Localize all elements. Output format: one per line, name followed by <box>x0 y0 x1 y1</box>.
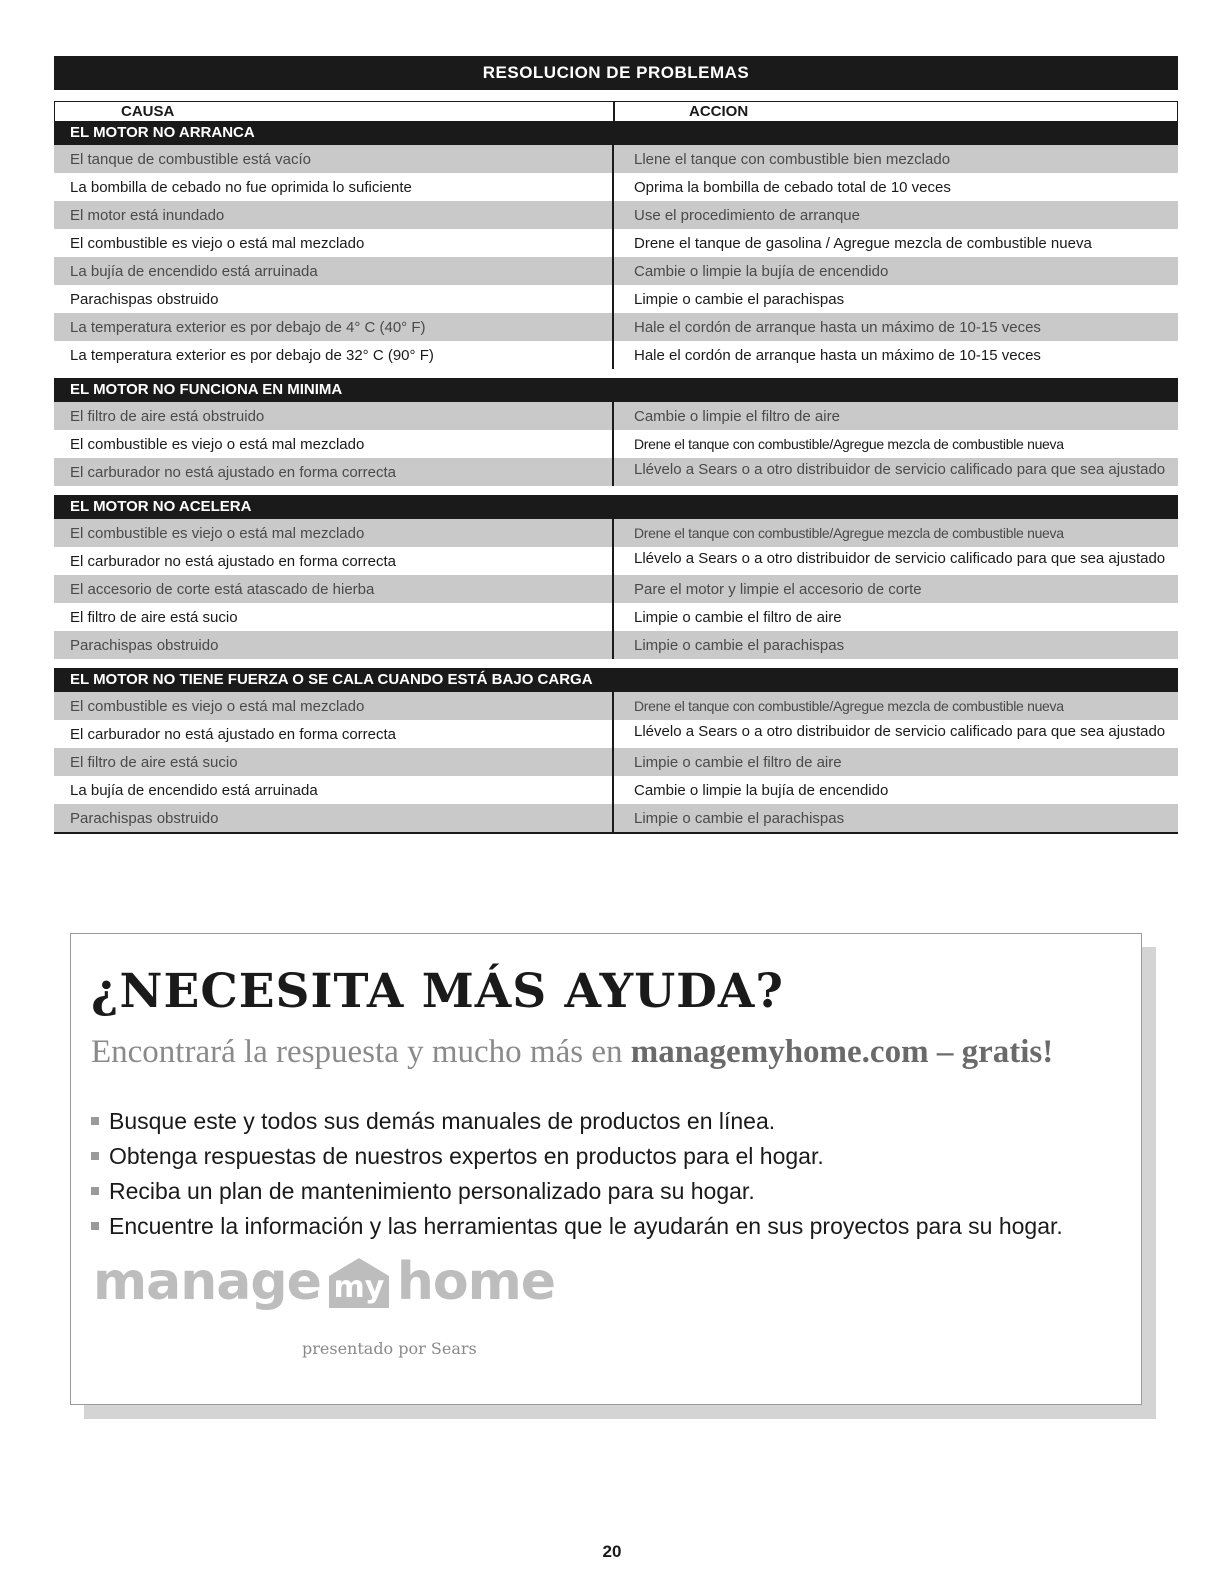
logo-word-my: my <box>333 1270 385 1305</box>
help-bullet-list <box>91 1104 1063 1244</box>
section-header <box>54 495 1178 519</box>
table-row <box>54 313 1178 341</box>
cause-cell: La bombilla de cebado no fue oprimida lo suficiente <box>54 173 614 201</box>
action-cell: Llene el tanque con combustible bien mezclado <box>634 151 951 168</box>
table-row <box>54 257 1178 285</box>
troubleshooting-table <box>54 101 1178 834</box>
cause-cell: El carburador no está ajustado en forma correcta <box>54 458 614 486</box>
table-row <box>54 519 1178 547</box>
table-row <box>54 201 1178 229</box>
logo-tagline: presentado por Sears <box>302 1339 477 1358</box>
logo-word-home: home <box>396 1252 556 1312</box>
square-bullet-icon <box>91 1187 99 1195</box>
action-cell: Cambie o limpie la bujía de encendido <box>634 782 889 799</box>
action-cell: Hale el cordón de arranque hasta un máximo de 10-15 veces <box>634 319 1041 336</box>
bullet-text: Encuentre la información y las herramientas que le ayudarán en sus proyectos para su hogar. <box>109 1213 1063 1239</box>
action-cell: Cambie o limpie la bujía de encendido <box>634 263 889 280</box>
section-header <box>54 378 1178 402</box>
square-bullet-icon <box>91 1152 99 1160</box>
table-row <box>54 631 1178 659</box>
cause-cell: El motor está inundado <box>54 201 614 229</box>
cause-cell: El filtro de aire está sucio <box>54 603 614 631</box>
action-cell: Limpie o cambie el parachispas <box>634 637 845 654</box>
table-row <box>54 402 1178 430</box>
action-cell: Hale el cordón de arranque hasta un máximo de 10-15 veces <box>634 347 1041 364</box>
action-cell: Llévelo a Sears o a otro distribuidor de servicio calificado para que sea ajustado <box>634 723 1166 740</box>
section-header <box>54 668 1178 692</box>
list-item <box>91 1174 1063 1209</box>
action-cell: Cambie o limpie el filtro de aire <box>634 408 840 425</box>
cause-cell: La temperatura exterior es por debajo de 32° C (90° F) <box>54 341 614 369</box>
cause-cell: La temperatura exterior es por debajo de 4° C (40° F) <box>54 313 614 341</box>
logo-house-icon <box>327 1256 391 1308</box>
section-header-label: EL MOTOR NO ARRANCA <box>70 124 255 141</box>
list-item <box>91 1104 1063 1139</box>
action-cell: Use el procedimiento de arranque <box>634 207 860 224</box>
table-row <box>54 720 1178 748</box>
table-row <box>54 804 1178 832</box>
cause-cell: Parachispas obstruido <box>54 631 614 659</box>
action-cell: Limpie o cambie el parachispas <box>634 810 845 827</box>
cause-cell: La bujía de encendido está arruinada <box>54 257 614 285</box>
cause-cell: El filtro de aire está obstruido <box>54 402 614 430</box>
table-row <box>54 692 1178 720</box>
column-header-cause: CAUSA <box>55 102 615 121</box>
table-row <box>54 145 1178 173</box>
managemyhome-logo <box>93 1252 555 1312</box>
action-cell: Drene el tanque con combustible/Agregue mezcla de combustible nueva <box>634 525 1064 541</box>
help-title: ¿NECESITA MÁS AYUDA? <box>91 964 784 1019</box>
cause-cell: El combustible es viejo o está mal mezclado <box>54 229 614 257</box>
page-number: 20 <box>602 1542 622 1561</box>
bullet-text: Busque este y todos sus demás manuales de productos en línea. <box>109 1108 776 1134</box>
cause-cell: El carburador no está ajustado en forma correcta <box>54 720 614 748</box>
square-bullet-icon <box>91 1222 99 1230</box>
cause-cell: El combustible es viejo o está mal mezclado <box>54 519 614 547</box>
column-header-action: ACCION <box>689 103 749 120</box>
action-cell: Limpie o cambie el filtro de aire <box>634 609 842 626</box>
table-row <box>54 430 1178 458</box>
action-cell: Limpie o cambie el filtro de aire <box>634 754 842 771</box>
list-item <box>91 1139 1063 1174</box>
list-item <box>91 1209 1063 1244</box>
help-subtitle <box>91 1034 1053 1071</box>
logo-word-manage: manage <box>93 1252 321 1312</box>
square-bullet-icon <box>91 1117 99 1125</box>
table-row <box>54 229 1178 257</box>
cause-cell: El combustible es viejo o está mal mezclado <box>54 430 614 458</box>
table-row <box>54 748 1178 776</box>
cause-cell: El filtro de aire está sucio <box>54 748 614 776</box>
action-cell: Limpie o cambie el parachispas <box>634 291 845 308</box>
cause-cell: Parachispas obstruido <box>54 285 614 313</box>
action-cell: Llévelo a Sears o a otro distribuidor de servicio calificado para que sea ajustado <box>634 461 1166 478</box>
table-row <box>54 173 1178 201</box>
help-site-link[interactable]: managemyhome.com – gratis! <box>630 1034 1054 1070</box>
table-row <box>54 285 1178 313</box>
table-row <box>54 547 1178 575</box>
section-header-label: EL MOTOR NO ACELERA <box>70 498 252 515</box>
table-row <box>54 776 1178 804</box>
cause-cell: El carburador no está ajustado en forma correcta <box>54 547 614 575</box>
section-header <box>54 121 1178 145</box>
cause-cell: Parachispas obstruido <box>54 804 614 832</box>
section-spacer <box>54 659 1178 668</box>
section-spacer <box>54 369 1178 378</box>
action-cell: Drene el tanque de gasolina / Agregue mezcla de combustible nueva <box>634 235 1092 252</box>
table-row <box>54 341 1178 369</box>
cause-cell: La bujía de encendido está arruinada <box>54 776 614 804</box>
table-row <box>54 603 1178 631</box>
bullet-text: Obtenga respuestas de nuestros expertos en productos para el hogar. <box>109 1143 824 1169</box>
action-cell: Pare el motor y limpie el accesorio de corte <box>634 581 922 598</box>
bullet-text: Reciba un plan de mantenimiento personalizado para su hogar. <box>109 1178 755 1204</box>
table-row <box>54 458 1178 486</box>
action-cell: Drene el tanque con combustible/Agregue mezcla de combustible nueva <box>634 436 1064 452</box>
page-title: RESOLUCION DE PROBLEMAS <box>54 56 1178 90</box>
section-header-label: EL MOTOR NO TIENE FUERZA O SE CALA CUANDO ESTÁ BAJO CARGA <box>70 671 593 688</box>
help-subtitle-text: Encontrará la respuesta y mucho más en <box>91 1034 623 1070</box>
cause-cell: El accesorio de corte está atascado de hierba <box>54 575 614 603</box>
action-cell: Oprima la bombilla de cebado total de 10 veces <box>634 179 951 196</box>
action-cell: Llévelo a Sears o a otro distribuidor de servicio calificado para que sea ajustado <box>634 550 1166 567</box>
action-cell: Drene el tanque con combustible/Agregue mezcla de combustible nueva <box>634 698 1064 714</box>
section-header-label: EL MOTOR NO FUNCIONA EN MINIMA <box>70 381 343 398</box>
cause-cell: El tanque de combustible está vacío <box>54 145 614 173</box>
section-spacer <box>54 486 1178 495</box>
help-panel <box>70 933 1142 1405</box>
table-row <box>54 575 1178 603</box>
table-column-headers <box>54 101 1178 121</box>
cause-cell: El combustible es viejo o está mal mezclado <box>54 692 614 720</box>
